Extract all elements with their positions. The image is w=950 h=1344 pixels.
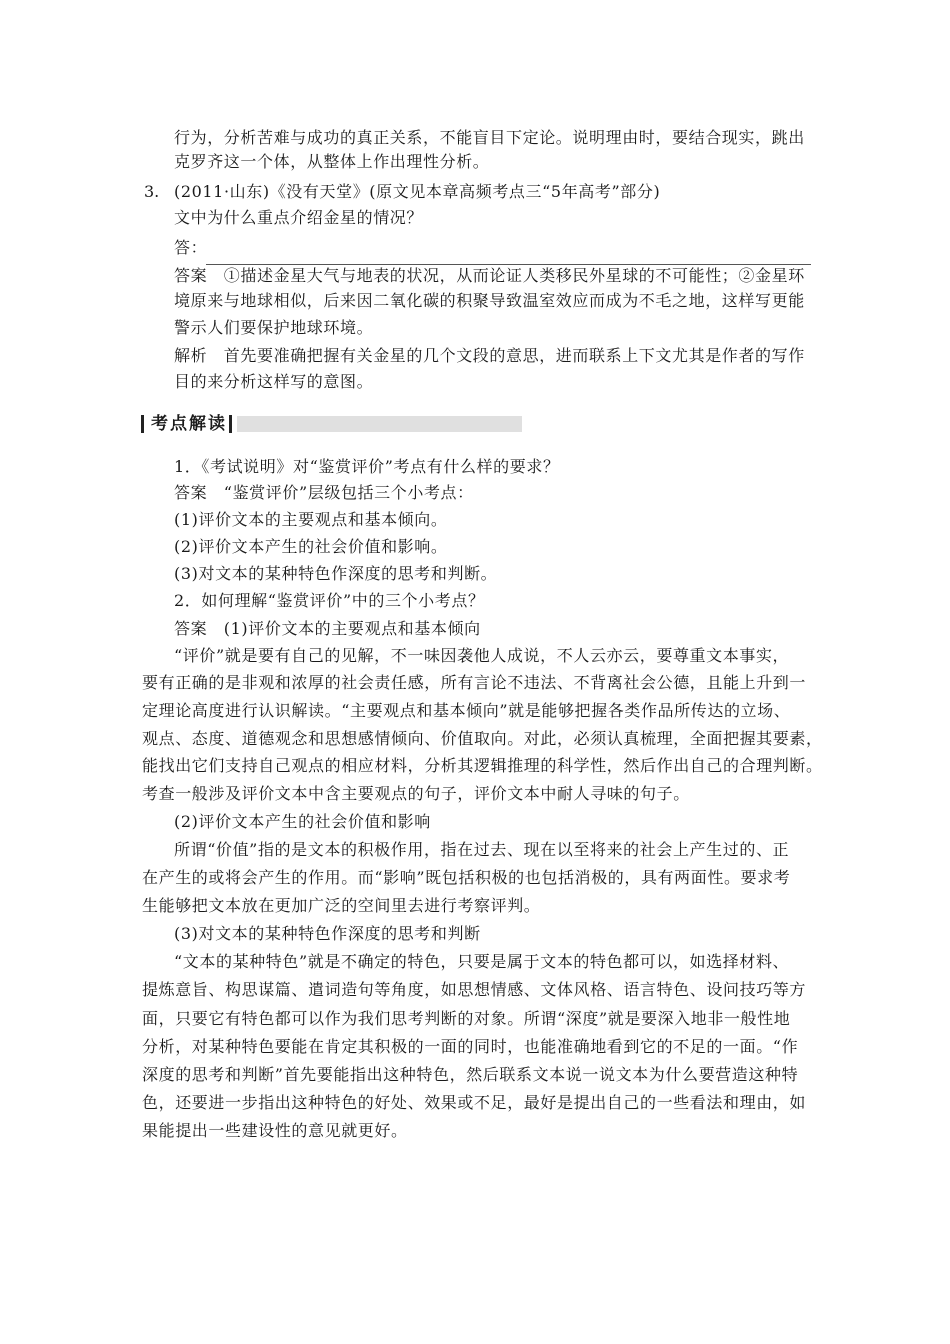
body-line: 答案 (1)评价文本的主要观点和基本倾向 [174, 619, 481, 638]
body-line: 2．如何理解“鉴赏评价”中的三个小考点？ [174, 591, 485, 610]
section-header [141, 414, 522, 434]
analysis-line: 目的来分析这样写的意图。 [174, 372, 374, 391]
body-line: 1．《考试说明》对“鉴赏评价”考点有什么样的要求？ [174, 457, 560, 476]
analysis-line: 解析 首先要准确把握有关金星的几个文段的意思，进而联系上下文尤其是作者的写作 [174, 346, 805, 365]
question-number: 3. [144, 182, 160, 201]
body-line: 考查一般涉及评价文本中含主要观点的句子，评价文本中耐人寻味的句子。 [142, 784, 690, 803]
body-line: “文本的某种特色”就是不确定的特色，只要是属于文本的特色都可以，如选择材料、 [174, 952, 790, 971]
body-line: (3)对文本的某种特色作深度的思考和判断。 [174, 564, 498, 583]
question-text: 文中为什么重点介绍金星的情况？ [174, 208, 424, 227]
body-line: (1)评价文本的主要观点和基本倾向。 [174, 510, 448, 529]
body-line: 要有正确的是非观和浓厚的社会责任感，所有言论不违法、不背离社会公德，且能上升到一 [142, 673, 807, 692]
body-line: 观点、态度、道德观念和思想感情倾向、价值取向。对此，必须认真梳理，全面把握其要素， [142, 729, 823, 748]
body-line: 色，还要进一步指出这种特色的好处、效果或不足，最好是提出自己的一些看法和理由，如 [142, 1093, 807, 1112]
section-band [237, 416, 522, 432]
answer-line: 警示人们要保护地球环境。 [174, 318, 374, 337]
body-line: (3)对文本的某种特色作深度的思考和判断 [174, 924, 481, 943]
body-line: 提炼意旨、构思谋篇、遣词造句等角度，如思想情感、文体风格、语言特色、设问技巧等方 [142, 980, 807, 999]
section-bar-right [229, 415, 232, 433]
answer-line: 答案 ①描述金星大气与地表的状况，从而论证人类移民外星球的不可能性；②金星环 [174, 266, 805, 285]
body-line: 所谓“价值”指的是文本的积极作用，指在过去、现在以至将来的社会上产生过的、正 [174, 840, 790, 859]
body-line: 能找出它们支持自己观点的相应材料，分析其逻辑推理的科学性，然后作出自己的合理判断。 [142, 756, 823, 775]
body-line: 定理论高度进行认识解读。“主要观点和基本倾向”就是能够把握各类作品所传达的立场、 [142, 701, 791, 720]
answer-line: 境原来与地球相似，后来因二氧化碳的积聚导致温室效应而成为不毛之地，这样写更能 [174, 291, 805, 310]
body-line: 果能提出一些建设性的意见就更好。 [142, 1121, 408, 1140]
answer-prompt: 答： [174, 238, 208, 257]
body-line: 分析，对某种特色要能在肯定其积极的一面的同时，也能准确地看到它的不足的一面。“作 [142, 1037, 799, 1056]
answer-blank-line [206, 264, 811, 265]
question-source: (2011·山东)《没有天堂》(原文见本章高频考点三“5年高考”部分) [174, 182, 661, 201]
body-line: (2)评价文本产生的社会价值和影响 [174, 812, 431, 831]
body-line: 面，只要它有特色都可以作为我们思考判断的对象。所谓“深度”就是要深入地非一般性地 [142, 1009, 791, 1028]
prev-text-line: 行为，分析苦难与成功的真正关系，不能盲目下定论。说明理由时，要结合现实，跳出 [174, 128, 805, 147]
prev-text-line: 克罗齐这一个体，从整体上作出理性分析。 [174, 152, 490, 171]
body-line: 在产生的或将会产生的作用。而“影响”既包括积极的也包括消极的，具有两面性。要求考 [142, 868, 791, 887]
section-bar-left [141, 415, 144, 433]
body-line: “评价”就是要有自己的见解，不一味因袭他人成说，不人云亦云，要尊重文本事实， [174, 646, 790, 665]
body-line: 生能够把文本放在更加广泛的空间里去进行考察评判。 [142, 896, 541, 915]
body-line: 深度的思考和判断”首先要能指出这种特色，然后联系文本说一说文本为什么要营造这种特 [142, 1065, 799, 1084]
body-line: 答案 “鉴赏评价”层级包括三个小考点： [174, 483, 474, 502]
section-title: 考点解读 [151, 414, 227, 434]
body-line: (2)评价文本产生的社会价值和影响。 [174, 537, 448, 556]
